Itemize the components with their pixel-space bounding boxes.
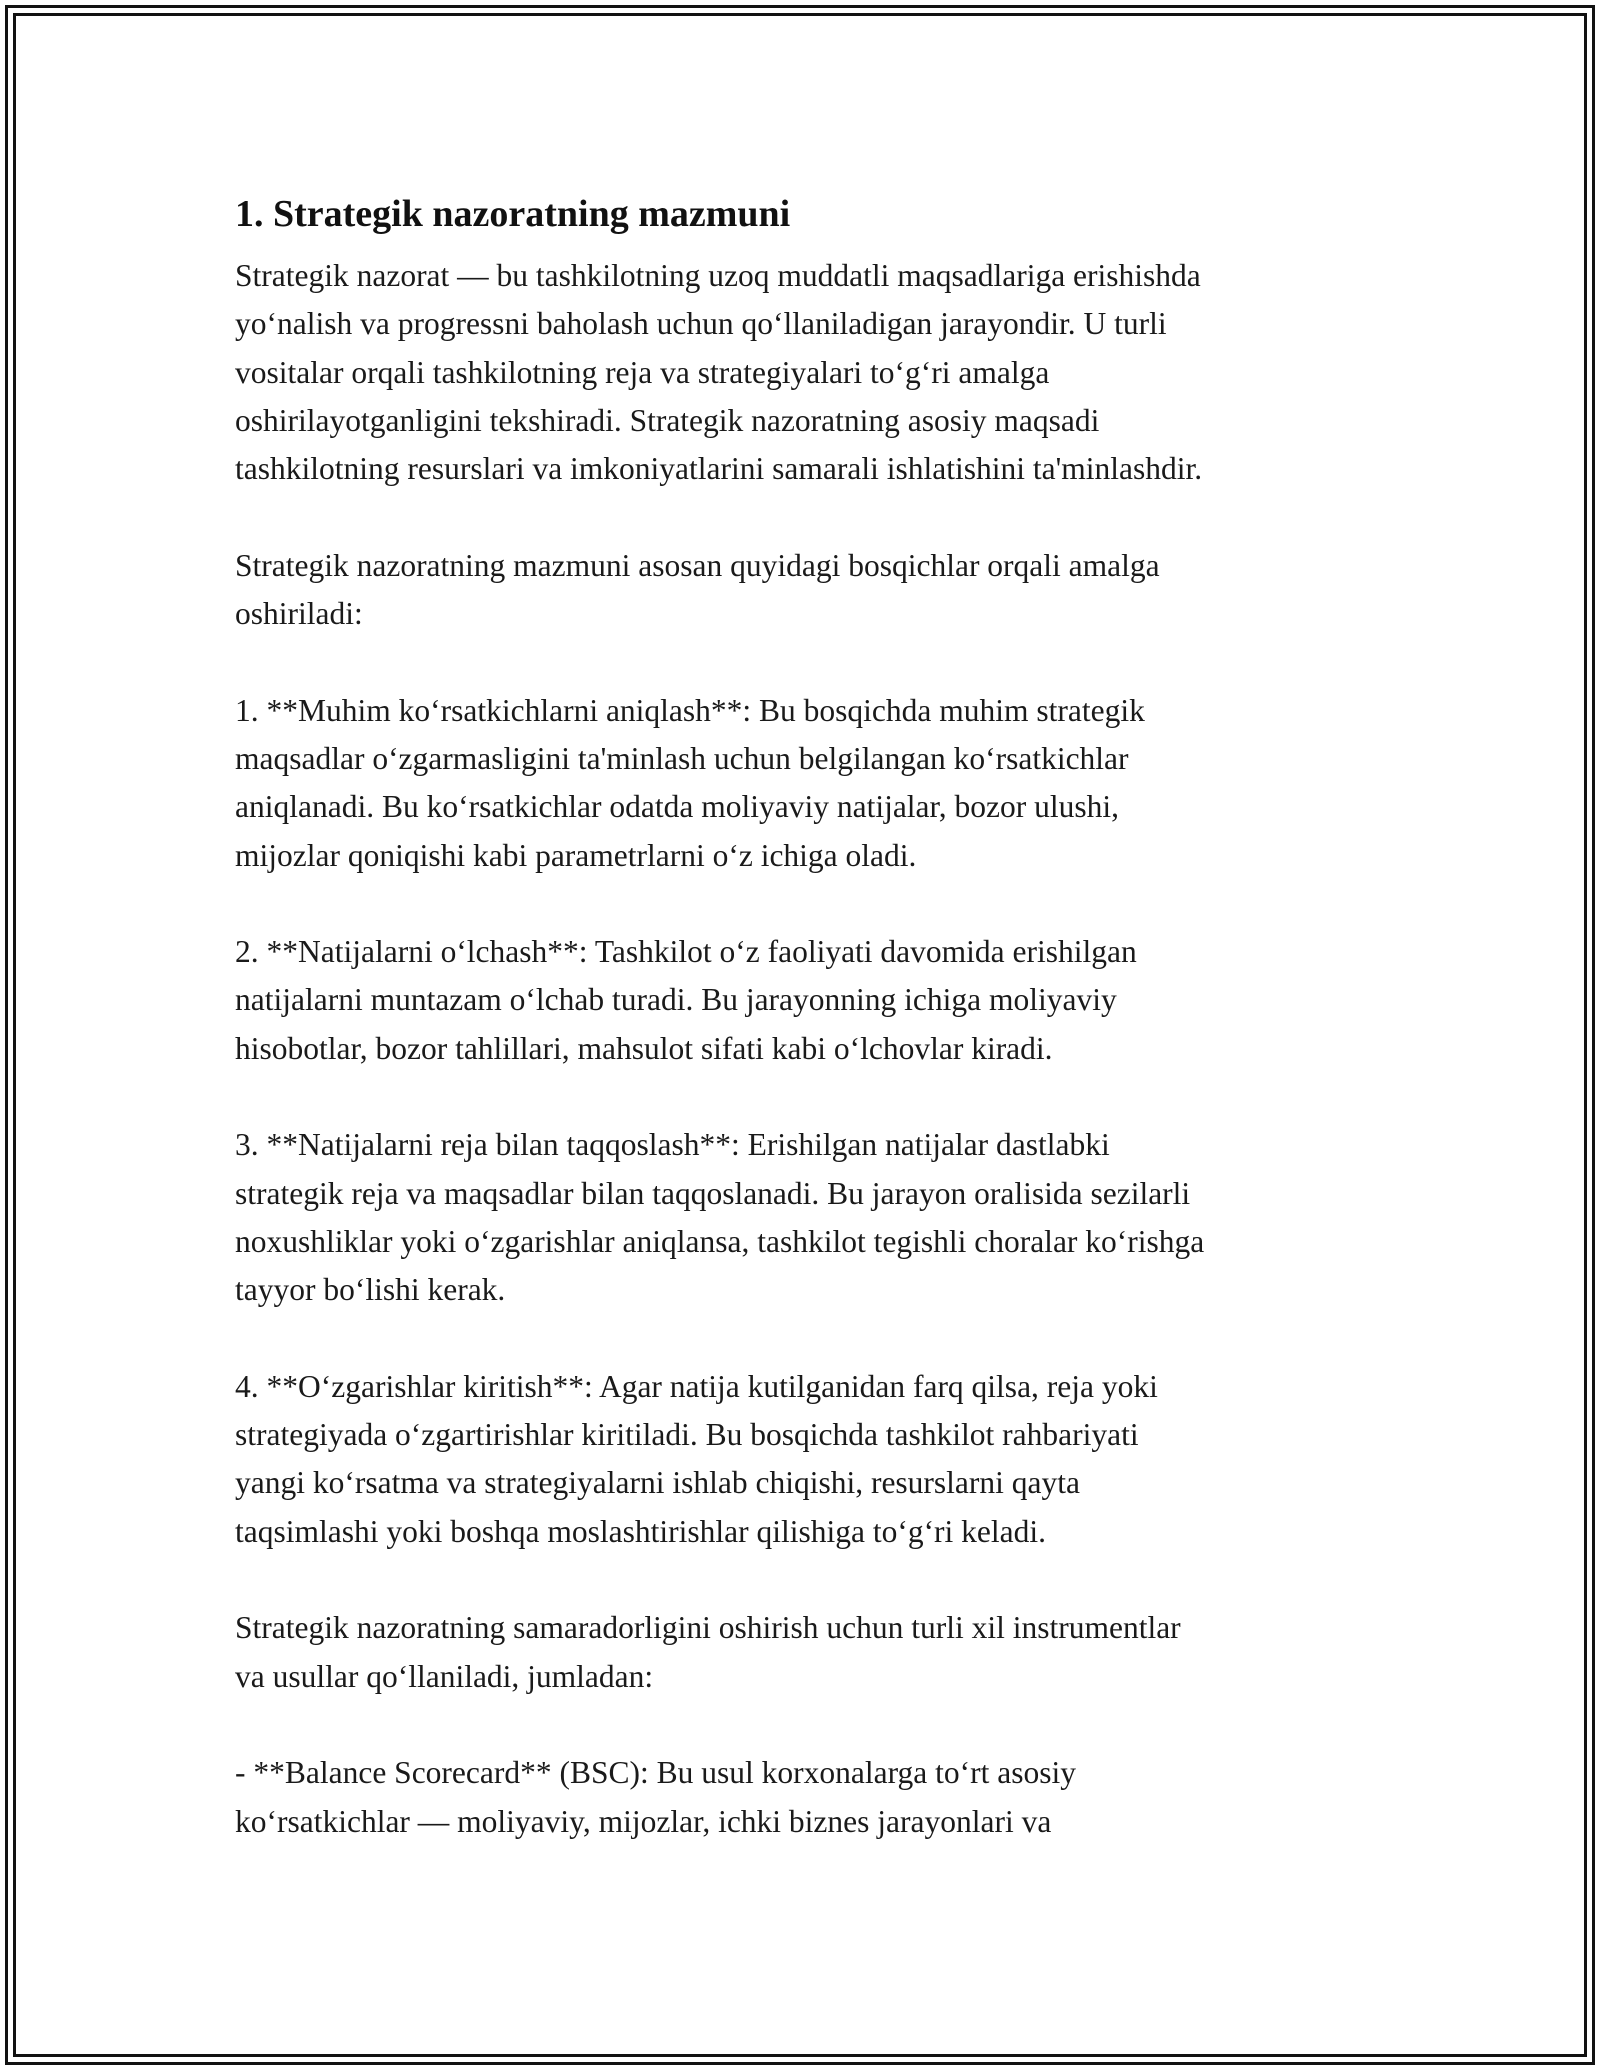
paragraph-stage-4: 4. **O‘zgarishlar kiritish**: Agar natija kutilganidan farq qilsa, reja yoki strategiyada o‘zgartirishlar kiritiladi. Bu bosqichda tashkilot rahbariyati yangi ko‘rsatma va strategiyalarni ishlab chiqishi, resurslarni qayta taqsimlashi yoki boshqa moslashtirishlar qilishiga to‘g‘ri keladi. xyxy=(235,1368,1158,1549)
paragraph-intro: Strategik nazorat — bu tashkilotning uzoq muddatli maqsadlariga erishishda yo‘nalish va progressni baholash uchun qo‘llaniladigan jarayondir. U turli vositalar orqali tashkilotning reja va strategiyalari to‘g‘ri amalga oshirilayotganligini tekshiradi. Strategik nazoratning asosiy maqsadi tashkilotning resurslari va imkoniyatlarini samarali ishlatishini ta'minlashdir. xyxy=(235,258,1203,487)
paragraph-bsc: - **Balance Scorecard** (BSC): Bu usul korxonalarga to‘rt asosiy ko‘rsatkichlar — moliyaviy, mijozlar, ichki biznes jarayonlari va xyxy=(235,1755,1076,1839)
paragraph-stage-2: 2. **Natijalarni o‘lchash**: Tashkilot o‘z faoliyati davomida erishilgan natijalarni muntazam o‘lchab turadi. Bu jarayonning ichiga moliyaviy hisobotlar, bozor tahlillari, mahsulot sifati kabi o‘lchovlar kiradi. xyxy=(235,934,1137,1066)
paragraph-stage-1: 1. **Muhim ko‘rsatkichlarni aniqlash**: Bu bosqichda muhim strategik maqsadlar o‘zgarmasligini ta'minlash uchun belgilangan ko‘rsatkichlar aniqlanadi. Bu ko‘rsatkichlar odatda moliyaviy natijalar, bozor ulushi, mijozlar qoniqishi kabi parametrlarni o‘z ichiga oladi. xyxy=(235,692,1145,873)
paragraph-stages-intro: Strategik nazoratning mazmuni asosan quyidagi bosqichlar orqali amalga oshiriladi: xyxy=(235,547,1160,632)
document-body xyxy=(235,186,1375,1846)
paragraph-stage-3: 3. **Natijalarni reja bilan taqqoslash**: Erishilgan natijalar dastlabki strategik reja va maqsadlar bilan taqqoslanadi. Bu jarayon oralisida sezilarli noxushliklar yoki o‘zgarishlar aniqlansa, tashkilot tegishli choralar ko‘rishga tayyor bo‘lishi kerak. xyxy=(235,1127,1205,1308)
paragraph-instruments-intro: Strategik nazoratning samaradorligini oshirish uchun turli xil instrumentlar va usullar qo‘llaniladi, jumladan: xyxy=(235,1610,1181,1694)
section-heading: 1. Strategik nazoratning mazmuni xyxy=(235,193,791,235)
